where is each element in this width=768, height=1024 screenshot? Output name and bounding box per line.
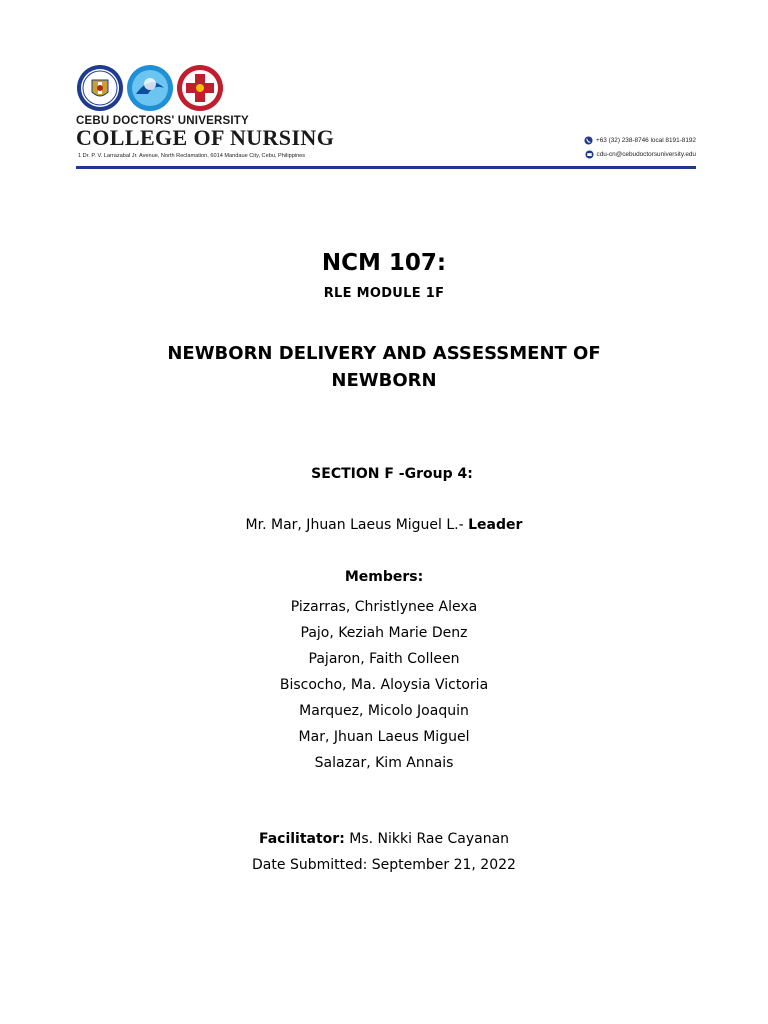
module-title: RLE MODULE 1F — [323, 286, 445, 301]
course-code: NCM 107: — [321, 250, 447, 276]
letterhead — [76, 64, 696, 170]
group-leader — [0, 517, 768, 533]
members-list — [0, 594, 768, 776]
contact-phone — [584, 136, 696, 145]
college-address: 1 Dr. P. V. Larrazabal Jr. Avenue, North Reclamation, 6014 Mandaue City, Cebu, Philippines — [78, 153, 306, 159]
member-item: Mar, Jhuan Laeus Miguel — [298, 729, 470, 745]
member-item: Marquez, Micolo Joaquin — [299, 703, 469, 719]
header-divider — [76, 166, 696, 169]
member-item: Salazar, Kim Annais — [314, 755, 454, 771]
leader-name: Mr. Mar, Jhuan Laeus Miguel L.- — [245, 517, 464, 533]
university-name: CEBU DOCTORS' UNIVERSITY — [76, 115, 249, 127]
member-item: Biscocho, Ma. Aloysia Victoria — [279, 677, 489, 693]
topic-title-line-2: NEWBORN — [331, 370, 437, 391]
facilitator-name: Ms. Nikki Rae Cayanan — [349, 831, 510, 847]
phone-icon — [584, 136, 593, 145]
facilitator — [0, 831, 768, 847]
phone-text: +63 (32) 238-8746 local 8191-8192 — [595, 137, 696, 144]
topic-title — [0, 340, 768, 394]
email-text: cdu-cn@cebudoctorsuniversity.edu — [596, 151, 696, 158]
email-icon — [585, 150, 594, 159]
member-item: Pizarras, Christlynee Alexa — [290, 599, 478, 615]
university-seal-logo — [76, 64, 124, 112]
facilitator-label: Facilitator: — [258, 831, 345, 847]
college-swirl-logo — [126, 64, 174, 112]
leader-role: Leader — [468, 517, 523, 533]
section-group: SECTION F -Group 4: — [311, 466, 473, 482]
college-name: COLLEGE OF NURSING — [76, 125, 335, 150]
contact-email — [585, 150, 696, 159]
topic-title-line-1: NEWBORN DELIVERY AND ASSESSMENT OF — [167, 343, 601, 364]
members-heading: Members: — [344, 569, 424, 585]
nursing-cross-logo — [176, 64, 224, 112]
member-item: Pajaron, Faith Colleen — [308, 651, 460, 667]
date-submitted: Date Submitted: September 21, 2022 — [252, 857, 516, 873]
member-item: Pajo, Keziah Marie Denz — [300, 625, 468, 641]
